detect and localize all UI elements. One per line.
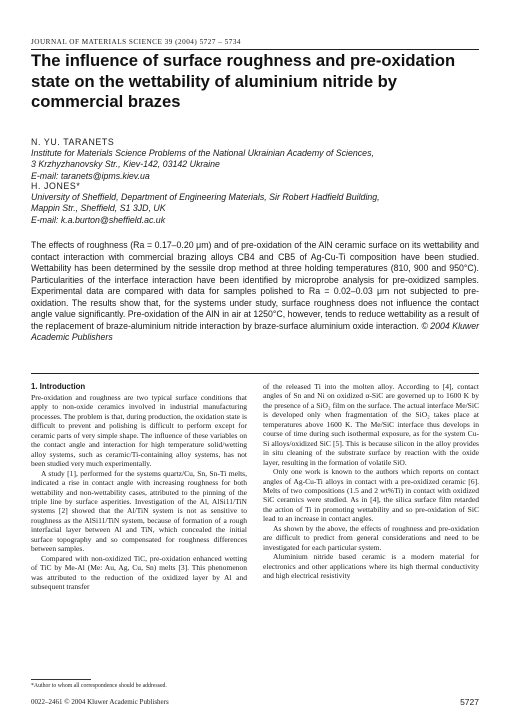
abstract xyxy=(31,240,479,344)
paragraph: A study [1], performed for the systems quartz/Cu, Sn, Sn-Ti melts, indicated a rise in contact angle with increasing roughness for both wettability and non-wettability cases, attributed to the pinning of the triple line by surface asperities. Investigation of the Al, AlSi11/TiN systems [2] showed that the Al/TiN system is not as sensitive to roughness as the AlSi11/TiN system, because of formation of a rough interfacial layer between Al and TiN, which concealed the initial surface topography and so compensated for roughness differences between samples. xyxy=(31,468,247,554)
paragraph: Compared with non-oxidized TiC, pre-oxidation enhanced wetting of TiC by Me-Al (Me: Au, Ag, Cu, Sn) melts [3]. This phenomenon was attributed to the reduction of the oxidized layer by Al and subsequent transfer xyxy=(31,553,247,592)
author-affiliation-line: Mappin Str., Sheffield, S1 3JD, UK xyxy=(31,203,166,214)
left-column xyxy=(31,382,247,592)
paper-title: The influence of surface roughness and pre-oxidation state on the wettability of aluminium nitride by commercial brazes xyxy=(31,51,456,111)
author-block-1 xyxy=(31,137,374,182)
paragraph: As shown by the above, the effects of roughness and pre-oxidation are difficult to predict from general considerations and need to be investigated for each particular system. xyxy=(263,523,479,552)
page-number: 5727 xyxy=(460,697,479,707)
author-email: E-mail: k.a.burton@sheffield.ac.uk xyxy=(31,214,166,225)
footnote-rule xyxy=(31,679,91,680)
author-affiliation-line: University of Sheffield, Department of Engineering Materials, Sir Robert Hadfield Building, xyxy=(31,192,380,203)
paragraph: Pre-oxidation and roughness are two typical surface conditions that apply to non-oxide ceramics involved in industrial manufacturing processes. The problem is that, during production, the oxidation state is difficult to prevent and polishing is difficult to perform except for ceramic parts of very simple shape. The influence of these variables on the contact angle and interaction for high temperature solid/wetting alloy systems, such as ceramic/Ti-containing alloy systems, has not been studied very much experimentally. xyxy=(31,393,247,469)
abstract-text: The effects of roughness (Ra = 0.17–0.20 μm) and of pre-oxidation of the AlN ceramic surface on its wettability and contact interaction with commercial brazing alloys CB4 and CB5 of Ag-Cu-Ti composition have been studied. Wettability has been determined by the sessile drop method at three holding temperatures (810, 900 and 950°C). Particularities of the interface interaction have been identified by microprobe analysis for pre-oxidized samples. Experimental data are compared with data for samples polished to Ra = 0.02–0.03 μm not subjected to pre-oxidation. The results show that, for the systems under study, surface roughness does not influence the contact angle value significantly. Pre-oxidation of the AlN in air at 1250°C, however, tends to reduce wettability as a result of the replacement of braze-aluminium nitride interaction by braze-surface aluminium oxide interaction. xyxy=(31,240,479,331)
section-heading: 1. Introduction xyxy=(31,382,86,391)
abstract-copyright: © 2004 Kluwer Academic Publishers xyxy=(31,320,479,343)
abstract-divider xyxy=(31,373,479,374)
author-name: H. JONES* xyxy=(31,181,81,191)
footnote: *Author to whom all correspondence should be addressed. xyxy=(31,683,167,689)
paragraph: Only one work is known to the authors which reports on contact angles of Ag-Cu-Ti alloys in contact with a pre-oxidized ceramic [6]. Melts of two compositions (1.5 and 2 wt%Ti) in contact with oxidized SiC ceramics were studied. As in [4], the silica surface film retarded the action of Ti in promoting wettability and so pre-oxidation of SiC lead to an increase in contact angles. xyxy=(263,467,479,524)
author-block-2 xyxy=(31,181,380,226)
right-column xyxy=(263,382,479,581)
author-name: N. YU. TARANETS xyxy=(31,137,115,147)
page-footer xyxy=(31,698,479,708)
author-affiliation-line: Institute for Materials Science Problems of the National Ukrainian Academy of Sciences, xyxy=(31,148,374,159)
footer-issn: 0022–2461 © 2004 Kluwer Academic Publishers xyxy=(31,698,169,706)
author-email: E-mail: taranets@ipms.kiev.ua xyxy=(31,170,150,181)
journal-header: JOURNAL OF MATERIALS SCIENCE 39 (2004) 5727 – 5734 xyxy=(31,38,479,50)
paragraph: of the released Ti into the molten alloy. According to [4], contact angles of Sn and Ni on oxidized α-SiC are governed up to 1600 K by the presence of a SiO₂ film on the surface. The actual interface Me/SiC is developed only when fragmentation of the SiO₂ takes place at temperatures above 1600 K. The Me/SiC interface thus develops in course of time during such isothermal exposure, as for the system Cu-Si alloys/oxidized SiC [5]. This is because silicon in the alloy provides in situ cleaning of the substrate surface by reaction with the oxide layer, resulting in the formation of volatile SiO. xyxy=(263,382,479,467)
author-affiliation-line: 3 Krzhyzhanovsky Str., Kiev-142, 03142 Ukraine xyxy=(31,159,220,170)
paragraph: Aluminium nitride based ceramic is a modern material for electronics and other applications where its high thermal conductivity and high electrical resistivity xyxy=(263,552,479,581)
